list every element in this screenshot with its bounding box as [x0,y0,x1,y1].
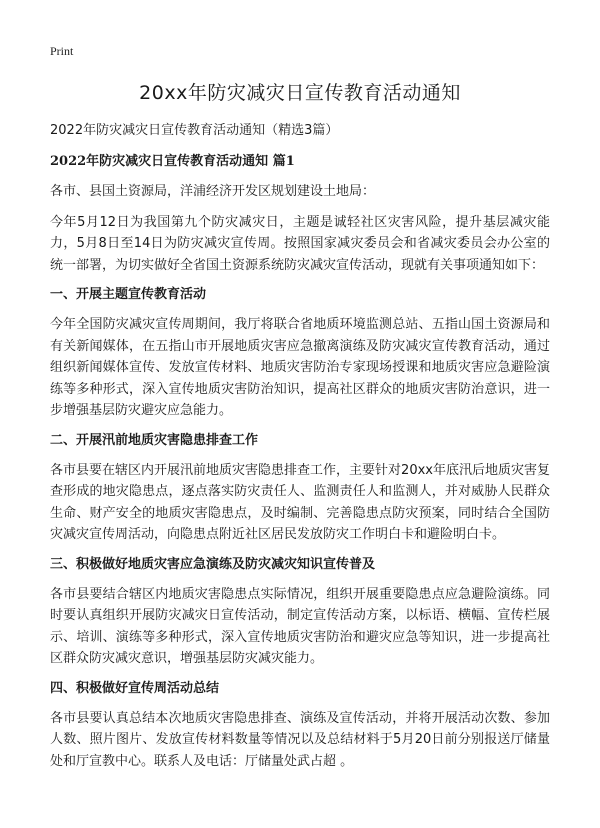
intro-paragraph: 今年5月12日为我国第九个防灾减灾日，主题是诚轻社区灾害风险，提升基层减灾能力，5月8日至14日为防灾减灾宣传周。按照国家减灾委员会和省减灾委员会办公室的统一部署，为切实做好全省国土资源系统防灾减灾宣传活动，现就有关事项通知如下： [50,214,550,273]
document-body [50,120,550,781]
section-body: 各市县要认真总结本次地质灾害隐患排查、演练及宣传活动，并将开展活动次数、参加人数、照片图片、发放宣传材料数量等情况以及总结材料于5月20日前分别报送厅储量处和厅宣教中心。联系人及电话：厅储量处武占超 。 [50,710,550,769]
document-title: 20xx年防灾减灾日宣传教育活动通知 [139,82,461,104]
section-heading: 四、积极做好宣传周活动总结 [50,680,220,696]
section-heading: 三、积极做好地质灾害应急演练及防灾减灾知识宣传普及 [50,556,376,572]
article-heading: 2022年防灾减灾日宣传教育活动通知 篇1 [50,154,295,169]
section-heading: 二、开展汛前地质灾害隐患排查工作 [50,432,259,448]
section-body: 各市县要结合辖区内地质灾害隐患点实际情况，组织开展重要隐患点应急避险演练。同时要认真组织开展防灾减灾日宣传活动，制定宣传活动方案，以标语、横幅、宣传栏展示、培训、演练等多种形式，深入宣传地质灾害防治和避灾应急等知识，进一步提高社区群众防灾减灾意识，增强基层防灾减灾能力。 [50,586,550,666]
document-subtitle: 2022年防灾减灾日宣传教育活动通知（精选3篇） [50,123,339,138]
salutation: 各市、县国土资源局，洋浦经济开发区规划建设土地局： [50,184,376,199]
print-label[interactable]: Print [50,44,74,58]
section-body: 各市县要在辖区内开展汛前地质灾害隐患排查工作，主要针对20xx年底汛后地质灾害复查形成的地灾隐患点，逐点落实防灾责任人、监测责任人和监测人，并对威胁人民群众生命、财产安全的地质灾害隐患点，及时编制、完善隐患点防灾预案，同时结合全国防灾减灾宣传周活动，向隐患点附近社区居民发放防灾工作明白卡和避险明白卡。 [50,462,550,542]
section-body: 今年全国防灾减灾宣传周期间，我厅将联合省地质环境监测总站、五指山国土资源局和有关新闻媒体，在五指山市开展地质灾害应急撤离演练及防灾减灾宣传教育活动，通过组织新闻媒体宣传、发放宣传材料、地质灾害防治专家现场授课和地质灾害应急避险演练等多种形式，深入宣传地质灾害防治知识，提高社区群众的地质灾害防治意识，进一步增强基层防灾避灾应急能力。 [50,317,550,418]
section-heading: 一、开展主题宣传教育活动 [50,287,207,302]
